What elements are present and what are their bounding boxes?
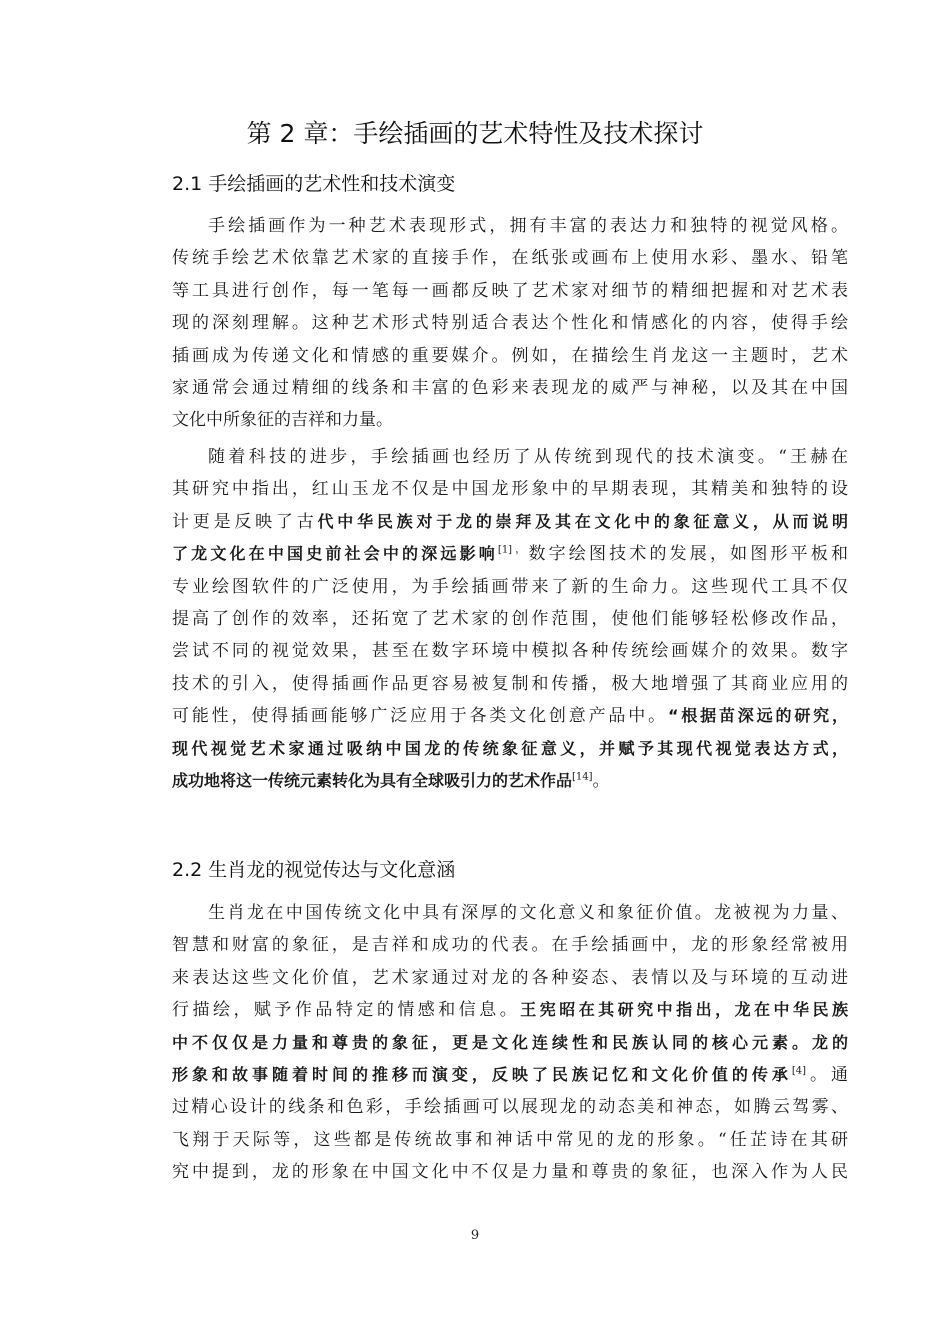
quoted-citation-text: 了龙文化在中国史前社会中的深远影响 (172, 544, 498, 564)
text-line (172, 506, 848, 538)
text-segment: 行描绘，赋予作品特定的情感和信息。 (172, 1000, 521, 1021)
quoted-citation-text: 王宪昭在其研究中指出，龙在中华民族 (520, 1000, 848, 1020)
text-line: 过精心设计的线条和色彩，手绘插画可以展现龙的动态美和神态，如腾云驾雾、 (172, 1097, 848, 1118)
text-line (172, 994, 848, 1026)
section-heading-2-1: 2.1 手绘插画的艺术性和技术演变 (172, 173, 456, 195)
page-number: 9 (470, 1228, 480, 1243)
text-line: 技术的引入，使得插画作品更容易被复制和传播，极大地增强了其商业应用的 (172, 673, 848, 694)
text-line: 尝试不同的视觉效果，甚至在数字环境中模拟各种传统绘画媒介的效果。数字 (172, 641, 848, 662)
quoted-citation-text: 代中华民族对于龙的崇拜及其在文化中的象征意义，从而说明 (317, 511, 848, 531)
text-line: 随着科技的进步，手绘插画也经历了从传统到现代的技术演变。“王赫在 (208, 447, 848, 467)
text-line (172, 538, 848, 570)
text-line (172, 1059, 848, 1091)
text-segment: 计更是反映了古 (172, 511, 318, 532)
paragraph-2-1-intro (172, 210, 848, 437)
section-heading-2-2: 2.2 生肖龙的视觉传达与文化意涵 (172, 859, 456, 881)
quoted-citation-text: 形象和故事随着时间的推移而演变，反映了民族记忆和文化价值的传承 (172, 1064, 792, 1084)
quoted-citation-text: 成功地将这一传统元素转化为具有全球吸引力的艺术作品 (172, 770, 573, 790)
chapter-title: 第 2 章：手绘插画的艺术特性及技术探讨 (246, 119, 704, 148)
text-line: 提高了创作的效率，还拓宽了艺术家的创作范围，使他们能够轻松修改作品， (172, 608, 848, 629)
text-segment: 可能性，使得插画能够广泛应用于各类文化创意产品中。 (172, 706, 668, 727)
text-segment: 数字绘图技术的发展，如图形平板和 (528, 544, 849, 565)
paragraph-2-2-zodiac-dragon (172, 897, 848, 1189)
paragraph-2-1-technology (172, 441, 848, 797)
text-line (172, 765, 848, 797)
text-line: 文化中所象征的吉祥和力量。 (172, 410, 393, 431)
text-line (172, 700, 848, 732)
text-line: 生肖龙在中国传统文化中具有深厚的文化意义和象征价值。龙被视为力量、 (208, 903, 848, 923)
citation-ref: [4] (791, 1065, 806, 1077)
text-line: 手绘插画作为一种艺术表现形式，拥有丰富的表达力和独特的视觉风格。 (208, 216, 848, 236)
text-line: 现代视觉艺术家通过吸纳中国龙的传统象征意义，并赋予其现代视觉表达方式， (172, 738, 848, 758)
citation-ref: [1]， (497, 544, 529, 556)
text-line: 智慧和财富的象征，是吉祥和成功的代表。在手绘插画中，龙的形象经常被用 (172, 935, 848, 956)
text-line: 来表达这些文化价值，艺术家通过对龙的各种姿态、表情以及与环境的互动进 (172, 967, 848, 988)
quoted-citation-text: “根据苗深远的研究， (667, 706, 848, 726)
text-line: 现的深刻理解。这种艺术形式特别适合表达个性化和情感化的内容，使得手绘 (172, 313, 848, 334)
text-line: 插画成为传递文化和情感的重要媒介。例如，在描绘生肖龙这一主题时，艺术 (172, 345, 848, 366)
text-line: 其研究中指出，红山玉龙不仅是中国龙形象中的早期表现，其精美和独特的设 (172, 479, 848, 500)
text-segment: 。通 (806, 1064, 848, 1085)
text-line: 究中提到，龙的形象在中国文化中不仅是力量和尊贵的象征，也深入作为人民 (172, 1162, 848, 1183)
text-line: 中不仅仅是力量和尊贵的象征，更是文化连续性和民族认同的核心元素。龙的 (172, 1032, 848, 1052)
text-line: 专业绘图软件的广泛使用，为手绘插画带来了新的生命力。这些现代工具不仅 (172, 576, 848, 597)
text-line: 等工具进行创作，每一笔每一画都反映了艺术家对细节的精细把握和对艺术表 (172, 280, 848, 301)
text-line: 家通常会通过精细的线条和丰富的色彩来表现龙的威严与神秘，以及其在中国 (172, 377, 848, 398)
citation-ref: [14] (572, 771, 593, 783)
text-line: 飞翔于天际等，这些都是传统故事和神话中常见的龙的形象。“任芷诗在其研 (172, 1129, 848, 1150)
text-line: 传统手绘艺术依靠艺术家的直接手作，在纸张或画布上使用水彩、墨水、铅笔 (172, 248, 848, 269)
text-segment: 。 (592, 770, 610, 791)
